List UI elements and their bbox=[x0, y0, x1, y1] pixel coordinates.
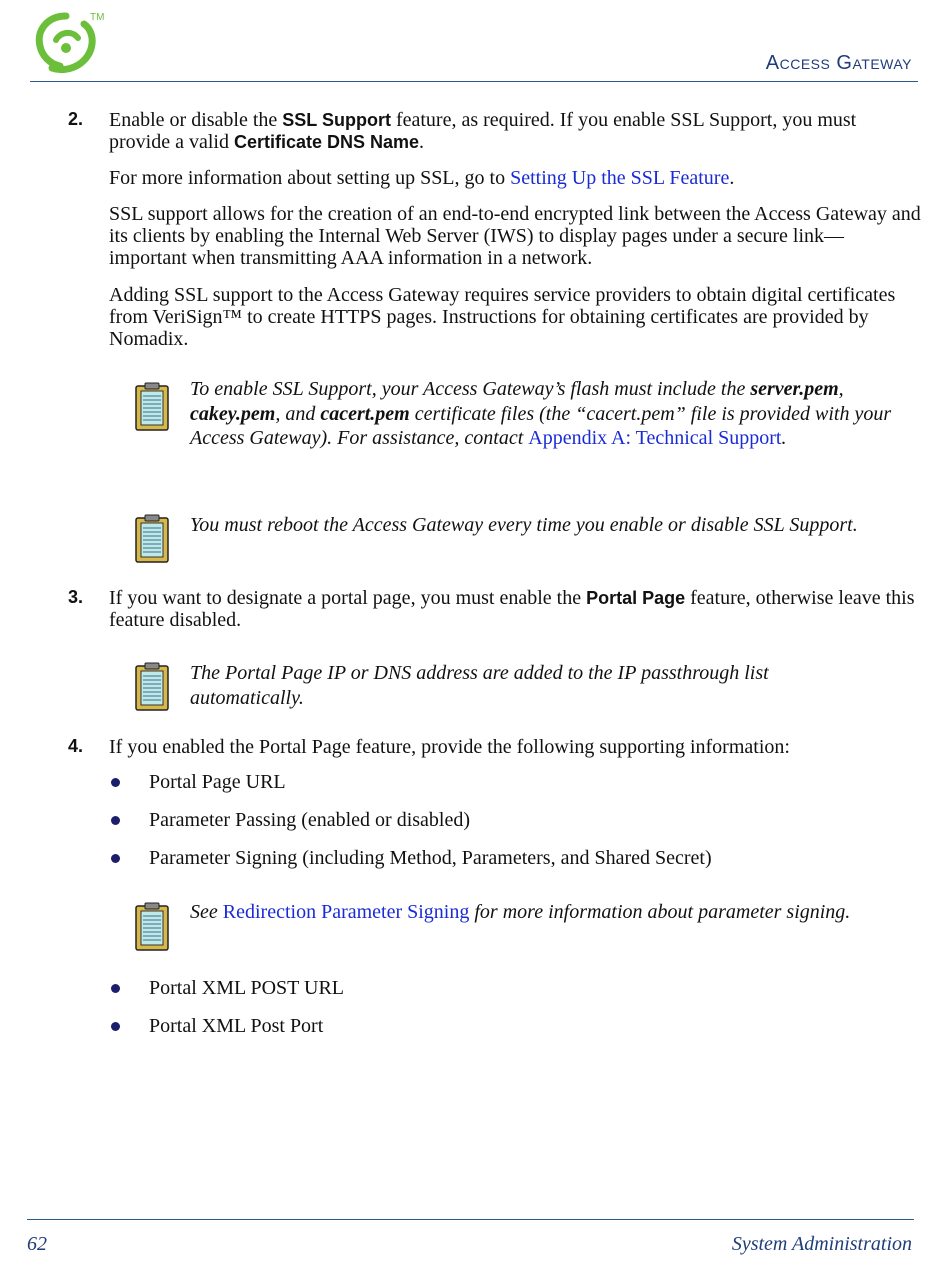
step-2-text: Enable or disable the SSL Support feature, as required. If you enable SSL Support, you must provide a valid Certificate DNS Name. bbox=[109, 109, 857, 153]
step-4-text: If you enabled the Portal Page feature, provide the following supporting information: bbox=[109, 736, 790, 758]
note-clipboard-icon bbox=[132, 902, 172, 952]
list-item: Parameter Signing (including Method, Parameters, and Shared Secret) bbox=[149, 847, 712, 869]
bullet-icon bbox=[111, 816, 120, 825]
note-ssl-certificates: To enable SSL Support, your Access Gateway’s flash must include the server.pem, cakey.pem, and cacert.pem certificate files (the “cacert.pem” file is provided with your Access Gateway). For assistance, contact Appendix A: Technical Support. bbox=[190, 378, 892, 449]
company-logo bbox=[30, 10, 110, 76]
page-number: 62 bbox=[27, 1233, 47, 1255]
link-setting-up-ssl[interactable]: Setting Up the SSL Feature bbox=[510, 167, 730, 189]
list-item: Parameter Passing (enabled or disabled) bbox=[149, 809, 471, 831]
ssl-info-paragraph: For more information about setting up SSL, go to Setting Up the SSL Feature. bbox=[109, 167, 735, 189]
note-clipboard-icon bbox=[132, 514, 172, 564]
ssl-description-paragraph: SSL support allows for the creation of an end-to-end encrypted link between the Access Gateway and its clients by enabling the Internal Web Server (IWS) to display pages under a secure link—important when transmitting AAA information in a network. bbox=[109, 203, 921, 269]
bullet-icon bbox=[111, 854, 120, 863]
bullet-icon bbox=[111, 984, 120, 993]
step-number: 4. bbox=[68, 736, 84, 756]
note-reboot: You must reboot the Access Gateway every time you enable or disable SSL Support. bbox=[190, 514, 858, 536]
note-clipboard-icon bbox=[132, 662, 172, 712]
header-divider bbox=[30, 81, 918, 82]
bullet-icon bbox=[111, 778, 120, 787]
footer-section-title: System Administration bbox=[731, 1233, 912, 1255]
note-portal-page: The Portal Page IP or DNS address are added to the IP passthrough list automatically. bbox=[190, 662, 769, 709]
link-redirection-parameter-signing[interactable]: Redirection Parameter Signing bbox=[222, 901, 470, 923]
note-parameter-signing: See Redirection Parameter Signing for more information about parameter signing. bbox=[190, 901, 851, 923]
list-item: Portal XML POST URL bbox=[149, 977, 345, 999]
step-number: 3. bbox=[68, 587, 84, 607]
step-number: 2. bbox=[68, 109, 84, 129]
list-item: Portal XML Post Port bbox=[149, 1015, 324, 1037]
ssl-certificates-paragraph: Adding SSL support to the Access Gateway requires service providers to obtain digital certificates from VeriSign™ to create HTTPS pages. Instructions for obtaining certificates are provided by Nomadix. bbox=[109, 284, 896, 350]
link-appendix-a[interactable]: Appendix A: Technical Support bbox=[528, 427, 782, 449]
note-clipboard-icon bbox=[132, 382, 172, 432]
bullet-icon bbox=[111, 1022, 120, 1031]
header-title: Access Gateway bbox=[765, 52, 912, 74]
svg-text:TM: TM bbox=[90, 12, 105, 23]
list-item: Portal Page URL bbox=[149, 771, 286, 793]
footer-divider bbox=[27, 1219, 914, 1220]
step-3-text: If you want to designate a portal page, you must enable the Portal Page feature, otherwise leave this feature disabled. bbox=[109, 587, 915, 631]
